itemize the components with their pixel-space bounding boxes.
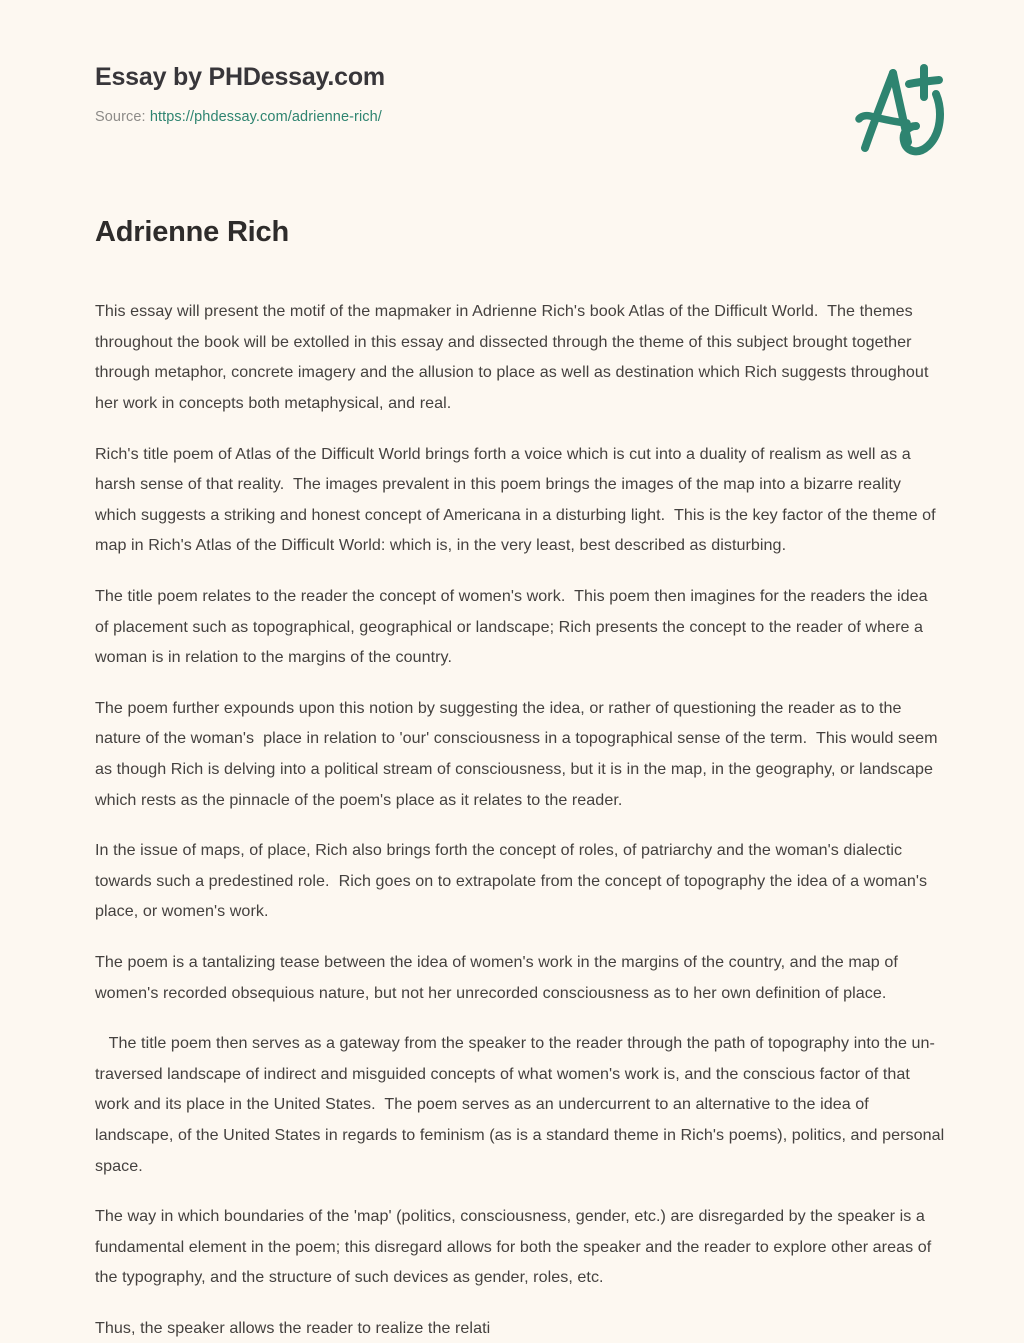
paragraph: The poem further expounds upon this notion by suggesting the idea, or rather of questioning the reader as to the nature of the woman's place in relation to 'our' consciousness in a topographical sense of the term. This would seem as though Rich is delving into a political stream of consciousness, but it is in the map, in the geography, or landscape which rests as the pinnacle of the poem's place as it relates to the reader.: [95, 698, 943, 809]
source-line: [95, 109, 960, 125]
paragraph: The way in which boundaries of the 'map' (politics, consciousness, gender, etc.) are disregarded by the speaker is a fundamental element in the poem; this disregard allows for both the speaker and the reader to explore other areas of the typography, and the structure of such devices as gender, roles, etc.: [95, 1207, 936, 1287]
paragraph: In the issue of maps, of place, Rich also brings forth the concept of roles, of patriarchy and the woman's dialectic towards such a predestined role. Rich goes on to extrapolate from the concept of topography the idea of a woman's place, or women's work.: [95, 841, 932, 921]
page-header: [0, 0, 1024, 150]
page-title: Adrienne Rich: [95, 216, 289, 248]
paragraph-truncated: Thus, the speaker allows the reader to realize the relati: [95, 1318, 491, 1337]
paragraph: The poem is a tantalizing tease between the idea of women's work in the margins of the country, and the map of women's recorded obsequious nature, but not her unrecorded consciousness as to her own definition of place.: [95, 952, 903, 1002]
paragraph: The title poem relates to the reader the concept of women's work. This poem then imagines for the readers the idea of placement such as topographical, geographical or landscape; Rich presents the concept to the reader of where a woman is in relation to the margins of the country.: [95, 587, 933, 667]
paragraph: This essay will present the motif of the mapmaker in Adrienne Rich's book Atlas of the Difficult World. The themes throughout the book will be extolled in this essay and dissected through the theme of this subject brought together through metaphor, concrete imagery and the allusion to place as well as destination which Rich suggests throughout her work in concepts both metaphysical, and real.: [95, 302, 934, 413]
article-body: [95, 296, 949, 1343]
source-label: Source:: [95, 109, 146, 125]
aplus-logo-icon: [844, 56, 956, 164]
brand-title: Essay by PHDessay.com: [95, 63, 385, 91]
article-container: [0, 214, 1024, 1343]
aplus-logo-svg: [844, 56, 956, 164]
source-url-link[interactable]: https://phdessay.com/adrienne-rich/: [149, 109, 382, 125]
paragraph: The title poem then serves as a gateway from the speaker to the reader through the path of topography into the un-traversed landscape of indirect and misguided concepts of what women's work is, and the conscious factor of that work and its place in the United States. The poem serves as an undercurrent to an alternative to the idea of landscape, of the United States in regards to feminism (as is a standard theme in Rich's poems), politics, and personal space.: [95, 1034, 949, 1175]
paragraph: Rich's title poem of Atlas of the Difficult World brings forth a voice which is cut into a duality of realism as well as a harsh sense of that reality. The images prevalent in this poem brings the images of the map into a bizarre reality which suggests a striking and honest concept of Americana in a disturbing light. This is the key factor of the theme of map in Rich's Atlas of the Difficult World: which is, in the very least, best described as disturbing.: [95, 444, 941, 555]
